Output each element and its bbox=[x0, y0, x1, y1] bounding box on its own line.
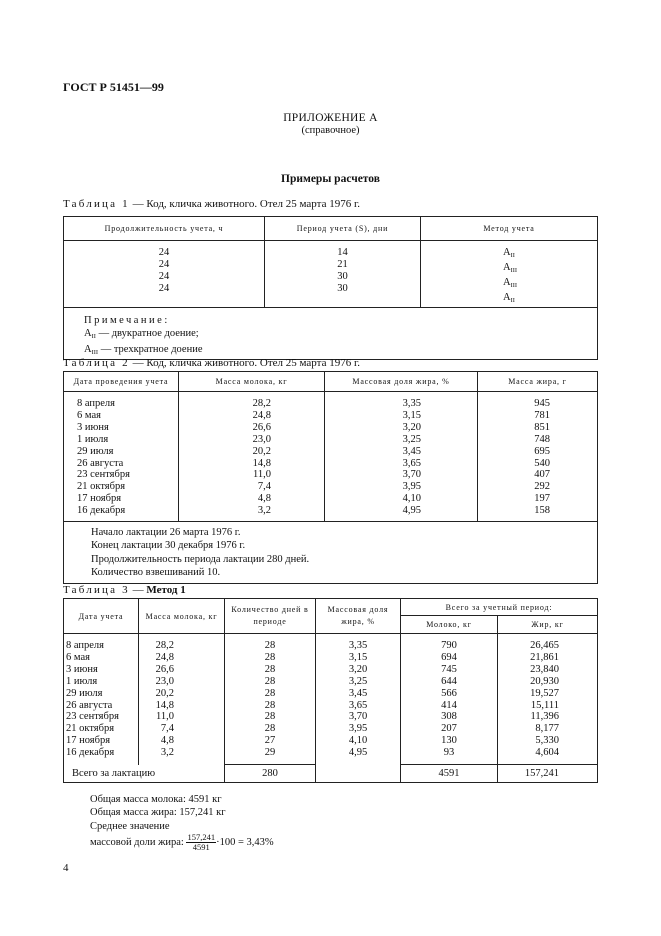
info-line: Начало лактации 26 марта 1976 г. bbox=[91, 527, 241, 538]
list-item: 644 bbox=[441, 675, 457, 687]
list-item: 3,35 bbox=[402, 398, 421, 409]
list-item: 4,95 bbox=[348, 747, 368, 759]
list-item: 26,465 bbox=[530, 640, 559, 651]
table3-header-date: Дата учета bbox=[64, 599, 139, 634]
summary-total-milk: Общая масса молока: 4591 кг bbox=[90, 794, 222, 805]
table1-note bbox=[64, 307, 598, 359]
list-item: 20,930 bbox=[530, 675, 559, 687]
list-item: 24 bbox=[158, 247, 170, 258]
list-item: 748 bbox=[534, 433, 550, 445]
list-item: 3 июня bbox=[66, 663, 98, 675]
list-item: 93 bbox=[443, 747, 455, 759]
method-subscript: II bbox=[510, 296, 515, 304]
info-line: Конец лактации 30 декабря 1976 г. bbox=[91, 540, 246, 552]
list-item: 4,95 bbox=[402, 505, 421, 517]
table2-info bbox=[64, 522, 598, 584]
formula-fraction bbox=[186, 833, 216, 852]
table3-col-date bbox=[64, 634, 139, 765]
list-item bbox=[503, 247, 597, 262]
info-line: Продолжительность периода лактации 280 дней. bbox=[91, 553, 310, 565]
table3-header-total-group: Всего за учетный период: bbox=[401, 599, 598, 616]
list-item bbox=[503, 277, 597, 292]
list-item: 26,6 bbox=[155, 663, 174, 675]
list-item: 3,65 bbox=[402, 457, 421, 469]
note-line bbox=[84, 327, 597, 343]
table2-col-milk bbox=[179, 392, 325, 522]
list-item: 3,15 bbox=[348, 651, 368, 663]
table3-caption-prefix: Таблица 3 bbox=[63, 584, 130, 596]
list-item: 11,0 bbox=[253, 469, 271, 481]
note-symbol: A bbox=[84, 343, 92, 355]
list-item: 17 ноября bbox=[66, 735, 111, 747]
table2-header-fatg: Масса жира, г bbox=[478, 372, 598, 392]
list-item: 8,177 bbox=[535, 723, 559, 735]
list-item: 4,10 bbox=[348, 735, 368, 747]
list-item: 945 bbox=[534, 398, 550, 409]
list-item: 8 апреля bbox=[77, 398, 115, 409]
list-item: 15,111 bbox=[530, 699, 559, 711]
list-item: 781 bbox=[534, 409, 550, 421]
list-item: 16 декабря bbox=[66, 747, 115, 759]
list-item: 28 bbox=[264, 640, 276, 651]
list-item: 3,65 bbox=[348, 699, 368, 711]
list-item: 3,25 bbox=[348, 675, 368, 687]
table3-header-total-milk: Молоко, кг bbox=[401, 616, 498, 634]
table1-col-method bbox=[421, 241, 598, 308]
list-item: 24,8 bbox=[252, 409, 271, 421]
list-item: 30 bbox=[337, 282, 348, 294]
list-item: 14 bbox=[337, 247, 348, 258]
list-item: 6 мая bbox=[77, 409, 101, 421]
table2-col-fatg bbox=[478, 392, 598, 522]
list-item: 28 bbox=[264, 699, 276, 711]
table2 bbox=[63, 371, 598, 584]
summary-formula bbox=[90, 833, 274, 852]
table1-caption bbox=[63, 198, 360, 210]
method-subscript: III bbox=[510, 281, 518, 289]
list-item: 14,8 bbox=[252, 457, 271, 469]
list-item: 7,4 bbox=[160, 723, 174, 735]
list-item: 29 июля bbox=[77, 445, 114, 457]
table2-caption bbox=[63, 357, 360, 369]
note-text: — двукратное доение; bbox=[95, 327, 199, 339]
table2-header-fatpct: Массовая доля жира, % bbox=[325, 372, 478, 392]
appendix-title: ПРИЛОЖЕНИЕ А bbox=[283, 112, 378, 124]
table1-col-period bbox=[265, 241, 421, 308]
method-subscript: III bbox=[510, 266, 518, 274]
summary-avg-label: Среднее значение bbox=[90, 820, 170, 832]
list-item: 28,2 bbox=[155, 640, 174, 651]
table3 bbox=[63, 598, 598, 783]
list-item: 28 bbox=[264, 687, 276, 699]
table3-caption-bold: Метод 1 bbox=[146, 584, 186, 596]
list-item: 16 декабря bbox=[77, 505, 126, 517]
list-item: 7,4 bbox=[257, 481, 271, 493]
list-item: 3,25 bbox=[402, 433, 421, 445]
list-item: 8 апреля bbox=[66, 640, 104, 651]
table1-header-duration: Продолжительность учета, ч bbox=[64, 217, 265, 241]
list-item: 207 bbox=[441, 723, 457, 735]
method-symbol: A bbox=[503, 247, 511, 258]
list-item: 5,330 bbox=[535, 735, 559, 747]
list-item: 24 bbox=[158, 270, 170, 282]
list-item: 3,95 bbox=[348, 723, 368, 735]
list-item: 27 bbox=[264, 735, 276, 747]
table3-header-fatpct: Массовая доля жира, % bbox=[316, 599, 401, 634]
list-item: 14,8 bbox=[155, 699, 174, 711]
list-item: 158 bbox=[534, 505, 550, 517]
list-item: 28 bbox=[264, 663, 276, 675]
list-item: 20,2 bbox=[155, 687, 174, 699]
table1-caption-prefix: Таблица 1 bbox=[63, 198, 130, 210]
method-subscript: II bbox=[510, 252, 515, 259]
list-item: 1 июля bbox=[66, 675, 98, 687]
table3-col-total-milk bbox=[401, 634, 498, 765]
table1-col-duration bbox=[64, 241, 265, 308]
list-item: 3,45 bbox=[348, 687, 368, 699]
table3-col-total-fat bbox=[498, 634, 598, 765]
appendix-subtitle: (справочное) bbox=[301, 125, 360, 136]
list-item: 414 bbox=[441, 699, 457, 711]
summary-total-fat: Общая масса жира: 157,241 кг bbox=[90, 807, 226, 819]
list-item: 26,6 bbox=[252, 421, 271, 433]
method-symbol: A bbox=[503, 291, 511, 303]
summary-block bbox=[90, 793, 274, 852]
list-item: 21 октября bbox=[66, 723, 115, 735]
list-item: 23,840 bbox=[530, 663, 559, 675]
list-item: 20,2 bbox=[252, 445, 271, 457]
list-item bbox=[503, 262, 597, 277]
list-item: 23,0 bbox=[155, 675, 174, 687]
list-item: 21,861 bbox=[530, 651, 559, 663]
list-item: 308 bbox=[441, 711, 457, 723]
list-item: 3,35 bbox=[348, 640, 368, 651]
list-item: 3 июня bbox=[77, 421, 109, 433]
table3-summary-days: 280 bbox=[225, 765, 316, 783]
table2-header-date: Дата проведения учета bbox=[64, 372, 179, 392]
list-item: 3,15 bbox=[402, 409, 421, 421]
list-item: 29 июля bbox=[66, 687, 103, 699]
table2-col-fatpct bbox=[325, 392, 478, 522]
list-item: 3,70 bbox=[402, 469, 421, 481]
list-item: 24 bbox=[158, 258, 170, 270]
table3-summary-fat: 157,241 bbox=[498, 765, 598, 783]
list-item: 3,20 bbox=[348, 663, 368, 675]
note-subscript: II bbox=[91, 332, 96, 340]
list-item: 694 bbox=[441, 651, 457, 663]
list-item: 745 bbox=[441, 663, 457, 675]
list-item: 4,604 bbox=[535, 747, 559, 759]
table1-header-period: Период учета (S), дни bbox=[265, 217, 421, 241]
table2-col-date bbox=[64, 392, 179, 522]
list-item: 28 bbox=[264, 711, 276, 723]
list-item: 292 bbox=[534, 481, 550, 493]
list-item: 3,20 bbox=[402, 421, 421, 433]
document-code: ГОСТ Р 51451—99 bbox=[63, 80, 164, 94]
list-item: 28,2 bbox=[252, 398, 271, 409]
formula-numerator: 157,241 bbox=[187, 832, 216, 843]
table3-summary-label: Всего за лактацию bbox=[64, 765, 225, 783]
table3-header-milk: Масса молока, кг bbox=[139, 599, 225, 634]
table3-header-total-fat: Жир, кг bbox=[498, 616, 598, 634]
section-heading: Примеры расчетов bbox=[281, 173, 380, 185]
list-item: 11,0 bbox=[156, 711, 174, 723]
list-item: 4,10 bbox=[402, 493, 421, 505]
list-item: 28 bbox=[264, 723, 276, 735]
list-item: 4,8 bbox=[160, 735, 174, 747]
formula-denominator: 4591 bbox=[192, 842, 210, 853]
note-subscript: III bbox=[91, 348, 99, 356]
list-item: 23 сентября bbox=[77, 469, 130, 481]
note-text: — трехкратное доение bbox=[98, 343, 203, 355]
list-item: 3,70 bbox=[348, 711, 368, 723]
table1 bbox=[63, 216, 598, 360]
list-item: 851 bbox=[534, 421, 550, 433]
table3-header-days: Количество дней в периоде bbox=[225, 599, 316, 634]
list-item: 130 bbox=[441, 735, 457, 747]
table3-caption-text: — bbox=[129, 584, 147, 596]
list-item: 540 bbox=[534, 457, 550, 469]
list-item: 407 bbox=[534, 469, 550, 481]
list-item: 695 bbox=[534, 445, 550, 457]
list-item: 566 bbox=[441, 687, 457, 699]
list-item: 23,0 bbox=[252, 433, 271, 445]
list-item: 6 мая bbox=[66, 651, 90, 663]
table2-caption-prefix: Таблица 2 bbox=[63, 357, 130, 369]
table3-col-days bbox=[225, 634, 316, 765]
list-item: 4,8 bbox=[257, 493, 271, 505]
list-item: 1 июля bbox=[77, 433, 109, 445]
list-item: 30 bbox=[337, 270, 348, 282]
list-item: 24,8 bbox=[155, 651, 174, 663]
list-item: 29 bbox=[264, 747, 276, 759]
list-item bbox=[503, 292, 597, 307]
note-symbol: A bbox=[84, 327, 92, 339]
info-line: Количество взвешиваний 10. bbox=[91, 566, 221, 578]
list-item: 24 bbox=[158, 282, 170, 294]
list-item: 790 bbox=[441, 640, 457, 651]
list-item: 26 августа bbox=[66, 699, 113, 711]
list-item: 19,527 bbox=[530, 687, 559, 699]
page-number: 4 bbox=[63, 862, 69, 874]
list-item: 21 октября bbox=[77, 481, 126, 493]
list-item: 11,396 bbox=[530, 711, 559, 723]
table3-caption bbox=[63, 584, 186, 596]
formula-tail: ·100 = 3,43% bbox=[216, 837, 274, 849]
formula-prefix: массовой доли жира: bbox=[90, 837, 187, 849]
list-item: 3,95 bbox=[402, 481, 421, 493]
method-symbol: A bbox=[503, 276, 511, 288]
table3-col-fatpct bbox=[316, 634, 401, 783]
list-item: 17 ноября bbox=[77, 493, 122, 505]
list-item: 23 сентября bbox=[66, 711, 119, 723]
list-item: 21 bbox=[337, 258, 348, 270]
list-item: 3,45 bbox=[402, 445, 421, 457]
list-item: 28 bbox=[264, 651, 276, 663]
note-label: Примечание: bbox=[84, 314, 170, 326]
table2-header-milk: Масса молока, кг bbox=[179, 372, 325, 392]
table1-header-method: Метод учета bbox=[421, 217, 598, 241]
list-item: 26 августа bbox=[77, 457, 124, 469]
table2-caption-text: — Код, кличка животного. Отел 25 марта 1976 г. bbox=[129, 357, 360, 369]
list-item: 197 bbox=[534, 493, 550, 505]
table3-col-milk bbox=[139, 634, 225, 765]
table3-summary-milk: 4591 bbox=[401, 765, 498, 783]
list-item: 3,2 bbox=[257, 505, 271, 517]
list-item: 28 bbox=[264, 675, 276, 687]
method-symbol: A bbox=[503, 261, 511, 273]
table1-caption-text: — Код, кличка животного. Отел 25 марта 1976 г. bbox=[129, 198, 360, 210]
list-item: 3,2 bbox=[160, 747, 174, 759]
